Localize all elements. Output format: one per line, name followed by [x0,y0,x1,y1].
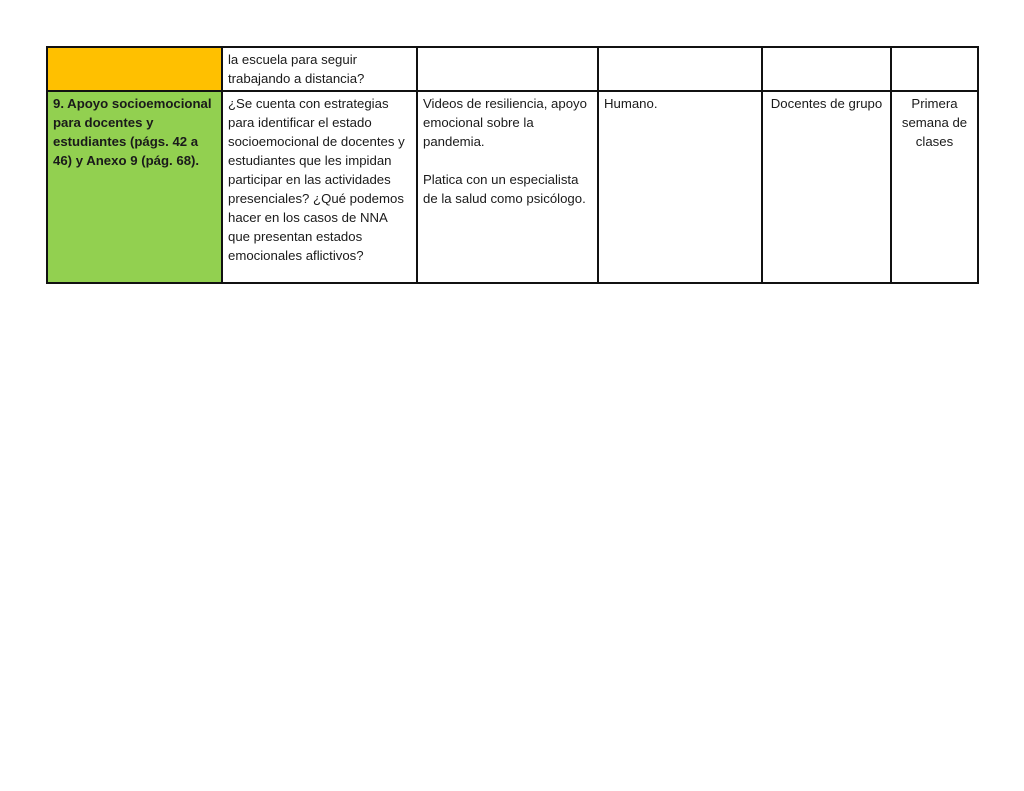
questions-cell [222,47,417,91]
actions-cell [417,91,598,283]
questions-text: la escuela para seguir trabajando a distancia? [228,52,365,86]
timeline-cell [891,91,978,283]
questions-text: ¿Se cuenta con estrategias para identificar el estado socioemocional de docentes y estudiantes que les impidan participar en las actividades presenciales? ¿Qué podemos hacer en los casos de NNA que presentan estados emocionales aflictivos? [228,96,405,263]
topic-text: 9. Apoyo socioemocional para docentes y estudiantes (págs. 42 a 46) y Anexo 9 (pág. 68). [53,96,212,168]
timeline-text: Primera semana de clases [901,96,968,149]
topic-cell [47,91,222,283]
table-row [47,47,978,91]
resources-text: Humano. [604,96,658,111]
actions-text: Platica con un especialista de la salud como psicólogo. [423,172,586,206]
actions-cell [417,47,598,91]
questions-cell [222,91,417,283]
plan-table [46,46,979,284]
resources-cell [598,47,762,91]
topic-cell-highlight [47,47,222,91]
timeline-cell [891,47,978,91]
actions-text: Videos de resiliencia, apoyo emocional sobre la pandemia. [423,96,587,149]
responsible-cell [762,47,891,91]
responsible-text: Docentes de grupo [770,96,883,111]
paragraph-gap [423,151,592,170]
table-row [47,91,978,283]
resources-cell [598,91,762,283]
responsible-cell [762,91,891,283]
